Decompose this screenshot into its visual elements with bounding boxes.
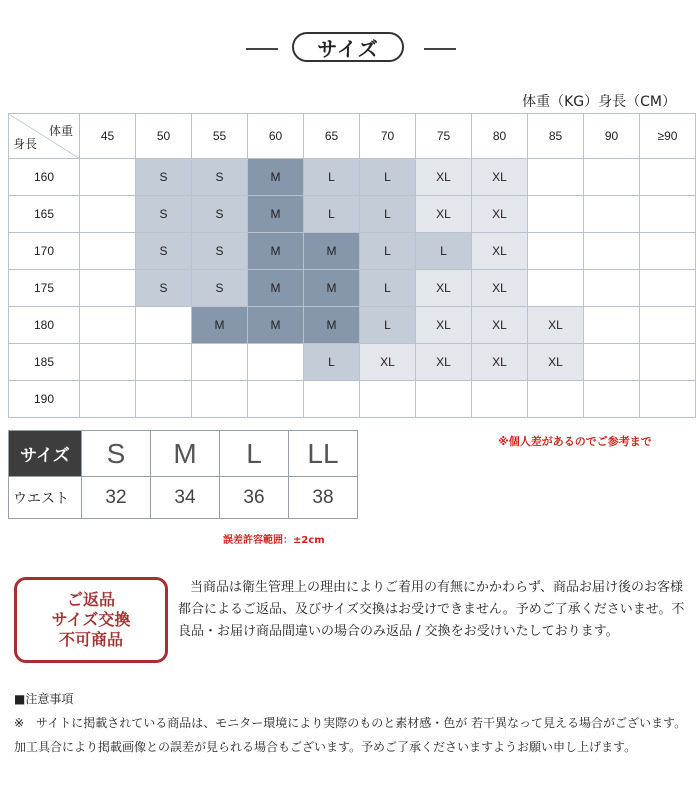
waist-table-size-row <box>9 431 358 477</box>
size-cell <box>640 233 696 270</box>
size-cell: XL <box>472 270 528 307</box>
weight-header-cell: 50 <box>136 114 192 159</box>
size-cell: XL <box>416 159 472 196</box>
size-cell: M <box>248 270 304 307</box>
size-cell <box>584 233 640 270</box>
return-policy-body: 当商品は衛生管理上の理由によりご着用の有無にかかわらず、商品お届け後のお客様都合によるご返品、及びサイズ交換はお受けできません。予めご了承くださいませ。不良品・お届け商品間違いの場合のみ返品 / 交換をお受けいたしております。 <box>178 580 685 639</box>
size-cell <box>80 233 136 270</box>
weight-header-cell: 70 <box>360 114 416 159</box>
waist-ll: 38 <box>289 477 358 519</box>
size-cell <box>136 344 192 381</box>
size-cell <box>248 381 304 418</box>
size-cell <box>584 344 640 381</box>
waist-table <box>8 430 358 519</box>
size-cell: S <box>136 270 192 307</box>
size-cell <box>304 381 360 418</box>
size-cell <box>528 381 584 418</box>
size-cell <box>80 381 136 418</box>
size-cell: XL <box>416 270 472 307</box>
size-cell: M <box>304 307 360 344</box>
badge-line-1: ご返品 <box>66 590 115 609</box>
size-cell: M <box>192 307 248 344</box>
size-cell: L <box>416 233 472 270</box>
weight-header-cell: 85 <box>528 114 584 159</box>
size-cell: S <box>192 270 248 307</box>
size-label: サイズ <box>9 431 82 477</box>
size-cell <box>528 233 584 270</box>
size-cell <box>528 196 584 233</box>
size-cell: XL <box>472 159 528 196</box>
height-cell: 190 <box>9 381 80 418</box>
size-cell <box>136 307 192 344</box>
no-return-badge <box>14 577 168 663</box>
grid-header-row <box>9 114 696 159</box>
size-cell <box>528 270 584 307</box>
height-cell: 180 <box>9 307 80 344</box>
waist-m: 34 <box>151 477 220 519</box>
weight-header-cell: 90 <box>584 114 640 159</box>
weight-header-cell: 55 <box>192 114 248 159</box>
weight-header-cell: 75 <box>416 114 472 159</box>
height-cell: 165 <box>9 196 80 233</box>
size-cell: M <box>304 270 360 307</box>
size-cell <box>472 381 528 418</box>
size-cell: M <box>248 159 304 196</box>
size-cell: M <box>248 196 304 233</box>
size-cell: S <box>192 233 248 270</box>
size-cell <box>584 381 640 418</box>
size-cell <box>192 344 248 381</box>
size-cell: M <box>248 233 304 270</box>
size-row <box>9 344 696 381</box>
size-cell <box>584 159 640 196</box>
size-cell <box>528 159 584 196</box>
size-cell <box>640 344 696 381</box>
size-cell <box>136 381 192 418</box>
size-cell: XL <box>416 196 472 233</box>
size-s: S <box>82 431 151 477</box>
size-l: L <box>220 431 289 477</box>
badge-line-3: 不可商品 <box>58 630 123 649</box>
size-cell: L <box>304 159 360 196</box>
size-cell: S <box>136 159 192 196</box>
height-cell: 160 <box>9 159 80 196</box>
size-chart-table <box>8 113 696 418</box>
size-cell: L <box>360 196 416 233</box>
corner-weight-label: 体重 <box>48 124 73 138</box>
size-cell <box>80 344 136 381</box>
height-cell: 185 <box>9 344 80 381</box>
size-cell: S <box>136 196 192 233</box>
size-cell <box>584 270 640 307</box>
size-cell: XL <box>528 307 584 344</box>
size-cell <box>416 381 472 418</box>
size-cell: XL <box>472 344 528 381</box>
size-cell: M <box>304 233 360 270</box>
size-cell <box>80 159 136 196</box>
size-cell <box>584 196 640 233</box>
size-row <box>9 381 696 418</box>
header-rule-right <box>424 48 456 50</box>
size-cell <box>584 307 640 344</box>
return-policy-text <box>178 577 690 643</box>
size-row <box>9 270 696 307</box>
size-cell: L <box>304 196 360 233</box>
waist-s: 32 <box>82 477 151 519</box>
size-cell: L <box>360 233 416 270</box>
weight-header-cell: 65 <box>304 114 360 159</box>
section-header <box>0 32 700 66</box>
size-row <box>9 233 696 270</box>
size-cell <box>360 381 416 418</box>
grid-corner-cell <box>9 114 80 159</box>
size-cell: L <box>360 159 416 196</box>
size-cell: L <box>360 307 416 344</box>
size-cell <box>80 196 136 233</box>
height-cell: 170 <box>9 233 80 270</box>
notes-body: ※ サイトに掲載されている商品は、モニター環境により実際のものと素材感・色が 若干異なって見える場合がございます。加工具合により掲載画像との誤差が見られる場合もございます。予めご了承くださいますようお願い申し上げます。 <box>14 716 687 754</box>
size-cell: L <box>304 344 360 381</box>
notes-title: ■注意事項 <box>14 692 74 706</box>
section-title: サイズ <box>292 32 404 62</box>
badge-line-2: サイズ交換 <box>51 610 131 629</box>
size-cell <box>192 381 248 418</box>
size-cell: XL <box>416 307 472 344</box>
size-cell <box>640 307 696 344</box>
size-cell: S <box>192 159 248 196</box>
weight-header-cell: 60 <box>248 114 304 159</box>
size-cell <box>640 381 696 418</box>
header-rule-left <box>246 48 278 50</box>
unit-label: 体重（KG）身長（CM） <box>522 94 676 110</box>
waist-l: 36 <box>220 477 289 519</box>
weight-header-cell: 80 <box>472 114 528 159</box>
size-cell: S <box>192 196 248 233</box>
size-cell: S <box>136 233 192 270</box>
size-row <box>9 159 696 196</box>
weight-header-cell: 45 <box>80 114 136 159</box>
size-row <box>9 307 696 344</box>
tolerance-note: 誤差許容範囲：±2cm <box>223 535 325 546</box>
size-cell <box>80 307 136 344</box>
size-cell <box>640 196 696 233</box>
size-cell <box>640 159 696 196</box>
size-row <box>9 196 696 233</box>
size-cell: XL <box>472 233 528 270</box>
height-cell: 175 <box>9 270 80 307</box>
size-cell <box>640 270 696 307</box>
waist-table-waist-row <box>9 477 358 519</box>
size-cell: L <box>360 270 416 307</box>
size-cell: XL <box>528 344 584 381</box>
waist-label: ウエスト <box>9 477 82 519</box>
size-cell <box>80 270 136 307</box>
size-ll: LL <box>289 431 358 477</box>
size-cell: M <box>248 307 304 344</box>
corner-height-label: 身長 <box>13 137 38 151</box>
size-cell <box>248 344 304 381</box>
size-cell: XL <box>360 344 416 381</box>
size-cell: XL <box>472 307 528 344</box>
weight-header-cell: ≥90 <box>640 114 696 159</box>
size-cell: XL <box>472 196 528 233</box>
individual-difference-note: ※個人差があるのでご参考まで <box>498 435 652 448</box>
size-m: M <box>151 431 220 477</box>
size-cell: XL <box>416 344 472 381</box>
